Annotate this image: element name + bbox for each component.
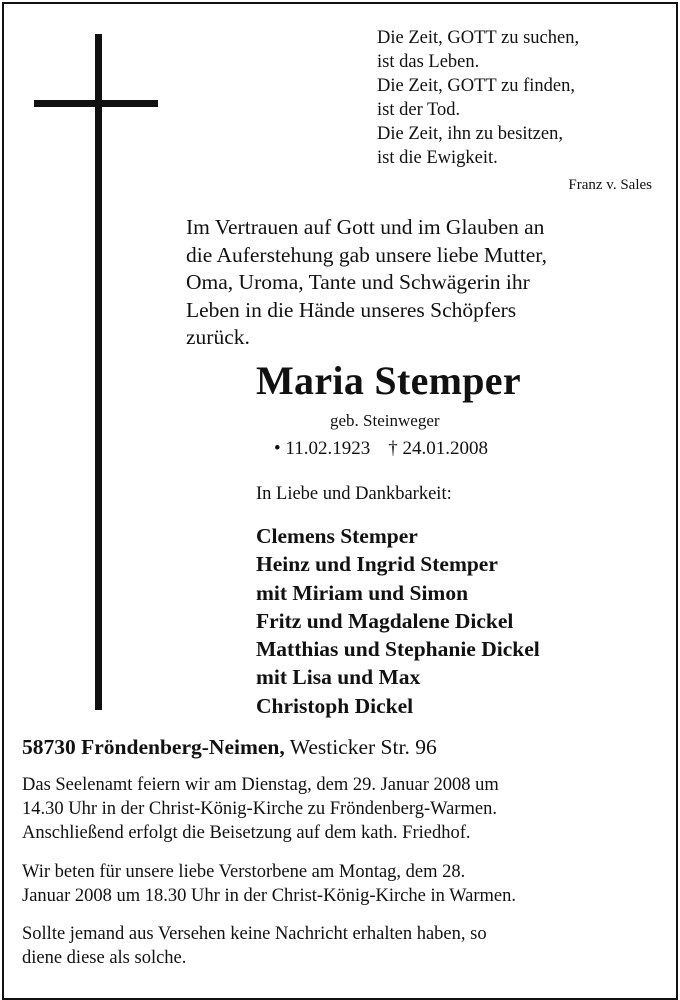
paragraph-line: Wir beten für unsere liebe Verstorbene am Montag, dem 28. [22, 862, 466, 882]
family-member: Heinz und Ingrid Stemper [256, 552, 498, 577]
paragraph-line: Das Seelenamt feiern wir am Dienstag, dem 29. Januar 2008 um [22, 775, 499, 795]
paragraph-line: Anschließend erfolgt die Beisetzung auf dem kath. Friedhof. [22, 823, 471, 843]
death-date: † 24.01.2008 [388, 438, 488, 459]
paragraph-line: 14.30 Uhr in der Christ-König-Kirche zu Fröndenberg-Warmen. [22, 799, 497, 819]
paragraph-line: Sollte jemand aus Versehen keine Nachricht erhalten haben, so [22, 924, 487, 944]
intro-line: zurück. [186, 325, 250, 349]
cross-vertical-bar [95, 34, 102, 710]
address-city: 58730 Fröndenberg-Neimen, [22, 735, 285, 759]
family-member: Clemens Stemper [256, 524, 418, 548]
birth-date: • 11.02.1923 [274, 438, 371, 459]
maiden-name: geb. Steinweger [330, 411, 440, 430]
intro-text [186, 214, 656, 352]
quote-line: ist das Leben. [377, 52, 480, 72]
intro-line: Leben in die Hände unseres Schöpfers [186, 297, 517, 322]
prayer-paragraph [22, 860, 662, 908]
funeral-mass-paragraph [22, 773, 662, 845]
family-member: mit Miriam und Simon [256, 580, 469, 605]
quote-line: Die Zeit, ihn zu besitzen, [377, 124, 563, 144]
intro-line: Im Vertrauen auf Gott und im Glauben an [186, 215, 545, 239]
address-street: Westicker Str. 96 [289, 735, 437, 759]
intro-line: Oma, Uroma, Tante und Schwägerin ihr [186, 270, 530, 294]
quote-block [377, 26, 657, 170]
quote-author: Franz v. Sales [568, 177, 652, 193]
thanks-line: In Liebe und Dankbarkeit: [256, 484, 452, 504]
intro-line: die Auferstehung gab unsere liebe Mutter, [186, 242, 547, 267]
family-member: Matthias und Stephanie Dickel [256, 637, 540, 662]
quote-line: Die Zeit, GOTT zu finden, [377, 76, 575, 96]
quote-line: ist die Ewigkeit. [377, 148, 498, 168]
paragraph-line: diene diese als solche. [22, 948, 187, 968]
life-dates [274, 437, 488, 461]
paragraph-line: Januar 2008 um 18.30 Uhr in der Christ-König-Kirche in Warmen. [22, 886, 516, 906]
family-list [256, 522, 540, 720]
address-line [22, 733, 437, 761]
quote-line: Die Zeit, GOTT zu suchen, [377, 28, 580, 48]
family-member: mit Lisa und Max [256, 665, 421, 690]
deceased-name: Maria Stemper [256, 358, 521, 403]
notice-paragraph [22, 922, 662, 970]
cross-horizontal-bar [34, 100, 158, 107]
quote-line: ist der Tod. [377, 100, 461, 120]
family-member: Christoph Dickel [256, 693, 414, 718]
family-member: Fritz und Magdalene Dickel [256, 608, 514, 633]
